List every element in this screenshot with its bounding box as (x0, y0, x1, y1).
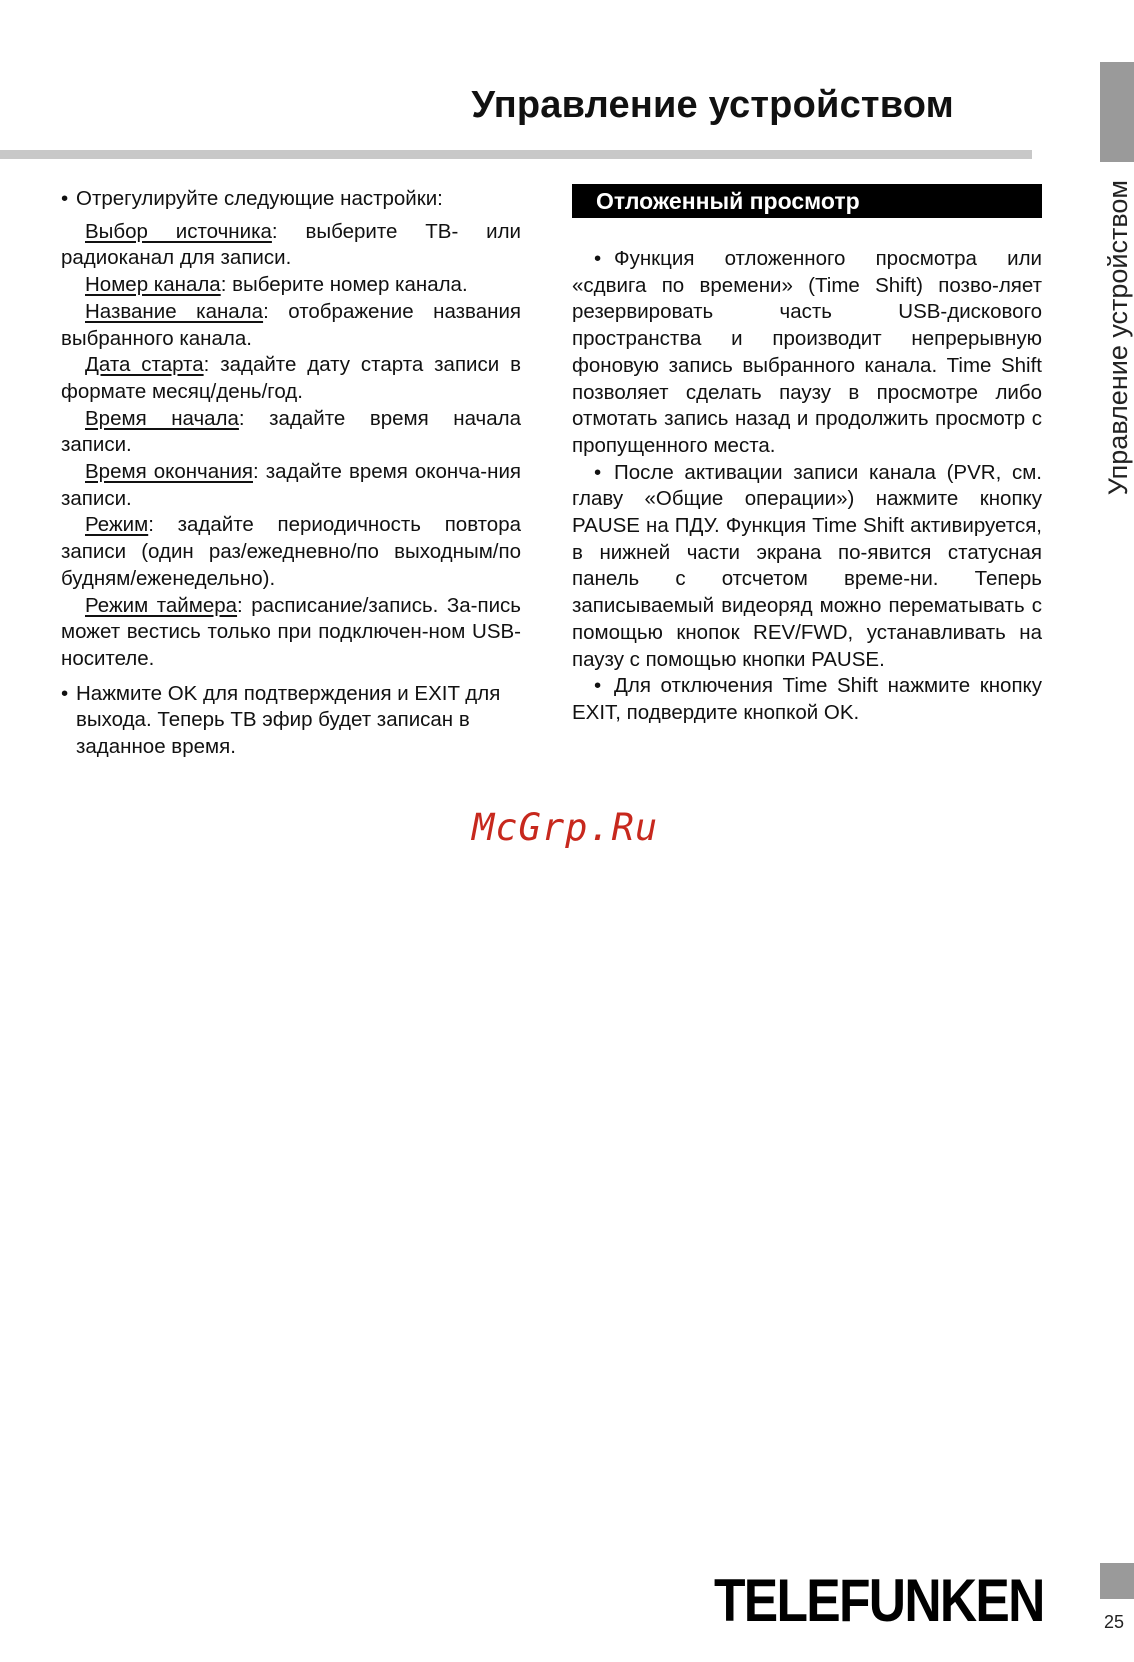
timeshift-text (572, 246, 1042, 727)
setting-desc: : задайте время оконча-ния записи. (61, 460, 521, 510)
bullet-dot: • (61, 681, 69, 705)
bullet-dot: • (594, 247, 602, 270)
page-title: Управление устройством (471, 84, 954, 126)
setting-item (61, 299, 521, 352)
setting-term: Выбор источника (85, 219, 272, 243)
setting-desc: : выберите ТВ- или радиоканал для записи. (61, 219, 522, 270)
setting-desc: : задайте дату старта записи в формате месяц/день/год. (61, 353, 521, 403)
timeshift-paragraph: • Функция отложенного просмотра или «сдвига по времени» (Time Shift) позво-ляет резервировать часть USB-дискового пространства и производит непрерывную фоновую запись выбранного канала. Time Shift позволяет сделать паузу в просмотре либо отмотать запись назад и продолжить просмотр с пропущенного места. (572, 247, 1042, 457)
setting-item (61, 459, 521, 512)
side-tab-marker (1100, 62, 1134, 162)
page-tab-marker (1100, 1563, 1134, 1599)
settings-list (61, 219, 521, 673)
brand-logo: TELEFUNKEN (714, 1567, 1044, 1634)
watermark: McGrp.Ru (472, 806, 659, 849)
page-number: 25 (1103, 1612, 1125, 1632)
setting-term: Время начала (85, 406, 239, 430)
setting-desc: : задайте периодичность повтора записи (один раз/ежедневно/по выходным/по будням/еженедельно). (61, 513, 521, 590)
timeshift-paragraph: • После активации записи канала (PVR, см. главу «Общие операции») нажмите кнопку PAUSE на ПДУ. Функция Time Shift активируется, в нижней части экрана по-явится статусная панель с отсчетом време-ни. Теперь записываемый видеоряд можно перематывать с помощью кнопок REV/FWD, устанавливать на паузу с помощью кнопки PAUSE. (572, 460, 1042, 671)
final-bullet: • Нажмите OK для подтверждения и EXIT для выхода. Теперь ТВ эфир будет записан в заданное время. (61, 681, 501, 759)
setting-item (61, 406, 521, 459)
side-section-label (1098, 180, 1134, 510)
title-rule (0, 150, 1032, 159)
section-header-timeshift: Отложенный просмотр (572, 184, 1042, 218)
setting-item (61, 352, 521, 405)
right-column (572, 184, 1042, 727)
setting-term: Дата старта (85, 353, 204, 377)
setting-term: Режим (85, 513, 149, 537)
intro-bullet: • Отрегулируйте следующие настройки: (61, 186, 521, 213)
bullet-dot: • (594, 460, 602, 484)
timeshift-paragraph: • Для отключения Time Shift нажмите кнопку EXIT, подвердите кнопкой OK. (572, 674, 1042, 724)
setting-item (61, 219, 521, 272)
side-section-label-text: Управление устройством (1102, 180, 1133, 496)
bullet-dot: • (61, 187, 69, 210)
bullet-dot: • (594, 674, 602, 698)
setting-desc: : задайте время начала записи. (61, 406, 521, 457)
setting-term: Время окончания (85, 460, 253, 484)
left-column (61, 186, 521, 761)
setting-desc: : отображение названия выбранного канала. (61, 299, 521, 350)
setting-item (61, 272, 521, 299)
setting-term: Режим таймера (85, 593, 238, 617)
setting-term: Номер канала (85, 273, 221, 297)
setting-desc: : расписание/запись. За-пись может вестись только при подключен-ном USB-носителе. (61, 593, 521, 670)
setting-desc: : выберите номер канала. (220, 273, 468, 297)
setting-item (61, 512, 521, 592)
setting-term: Название канала (85, 299, 264, 323)
setting-item (61, 593, 521, 673)
